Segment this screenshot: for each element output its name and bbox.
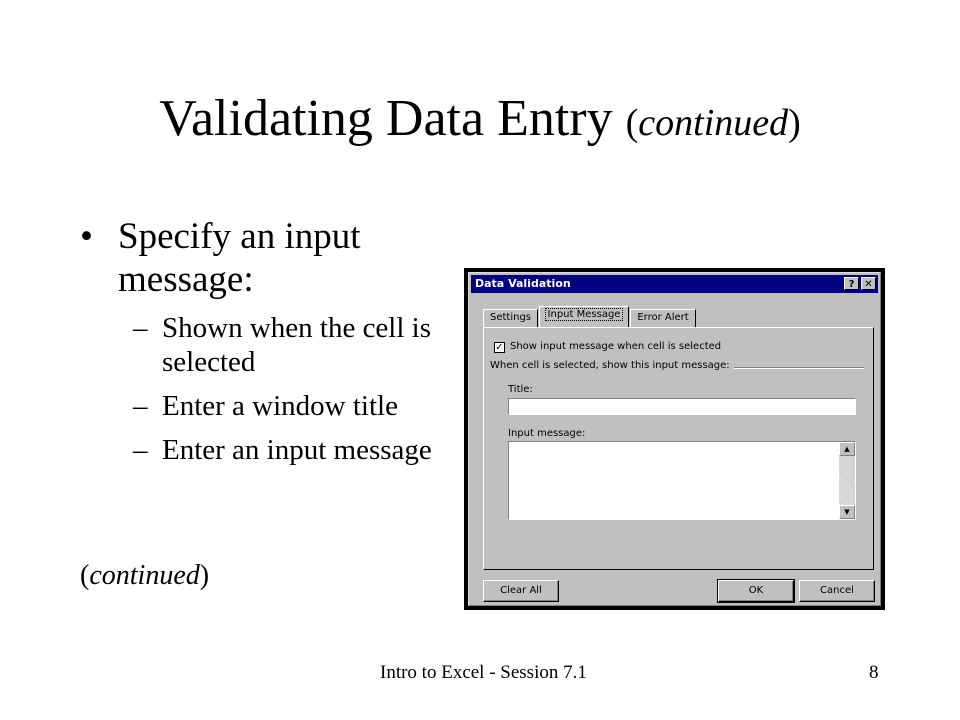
dialog-screenshot <box>464 268 885 610</box>
subbullet-list <box>80 311 470 467</box>
subbullet-text: Enter an input message <box>162 434 432 466</box>
show-message-label[interactable]: Show input message when cell is selected <box>510 341 722 352</box>
dialog-titlebar[interactable] <box>471 275 878 293</box>
tab-error-alert[interactable] <box>630 309 696 327</box>
subbullet-item <box>80 311 470 379</box>
subbullet-text: Enter a window title <box>162 390 398 422</box>
slide-title <box>0 90 960 147</box>
continued-note: (continued) <box>80 560 210 591</box>
bullet-list <box>80 215 470 467</box>
show-message-checkbox[interactable] <box>494 342 505 353</box>
scroll-up-icon[interactable]: ▲ <box>839 442 855 456</box>
subbullet-dash: – <box>133 312 148 344</box>
clear-all-button[interactable]: Clear All <box>483 580 559 602</box>
title-input[interactable] <box>508 398 856 415</box>
bullet-item <box>80 215 470 301</box>
subbullet-dash: – <box>133 434 148 466</box>
checkmark-icon: ✓ <box>495 342 504 353</box>
bullet-dot: • <box>80 216 93 257</box>
subbullet-item <box>80 433 470 467</box>
close-button[interactable]: ✕ <box>861 277 876 290</box>
bullet-text: Specify an input message: <box>118 216 361 300</box>
scroll-down-icon[interactable]: ▼ <box>839 505 855 519</box>
slide-title-main: Validating Data Entry <box>159 90 613 147</box>
cancel-button[interactable]: Cancel <box>799 580 875 602</box>
tab-settings-label: Settings <box>489 312 531 323</box>
tab-input-message[interactable] <box>539 306 629 327</box>
subbullet-text: Shown when the cell is selected <box>162 312 432 378</box>
ok-button[interactable]: OK <box>718 580 794 602</box>
help-button[interactable]: ? <box>844 277 859 290</box>
group-label: When cell is selected, show this input message: <box>490 360 734 371</box>
title-label: Title: <box>508 384 533 395</box>
tab-error-alert-label: Error Alert <box>637 312 689 323</box>
dialog-title: Data Validation <box>475 277 571 290</box>
tab-input-message-label: Input Message <box>547 309 621 320</box>
page-number: 8 <box>869 662 879 683</box>
data-validation-dialog <box>468 272 881 606</box>
subbullet-dash: – <box>133 390 148 422</box>
tab-settings[interactable] <box>483 309 538 327</box>
tab-panel <box>483 327 874 570</box>
vertical-scrollbar[interactable] <box>839 442 855 519</box>
slide-title-suffix: (continued) <box>625 102 801 144</box>
subbullet-item <box>80 389 470 423</box>
group-divider <box>716 367 864 369</box>
input-message-label: Input message: <box>508 428 586 439</box>
footer-text: Intro to Excel - Session 7.1 <box>380 662 587 683</box>
input-message-textarea[interactable] <box>508 441 856 520</box>
